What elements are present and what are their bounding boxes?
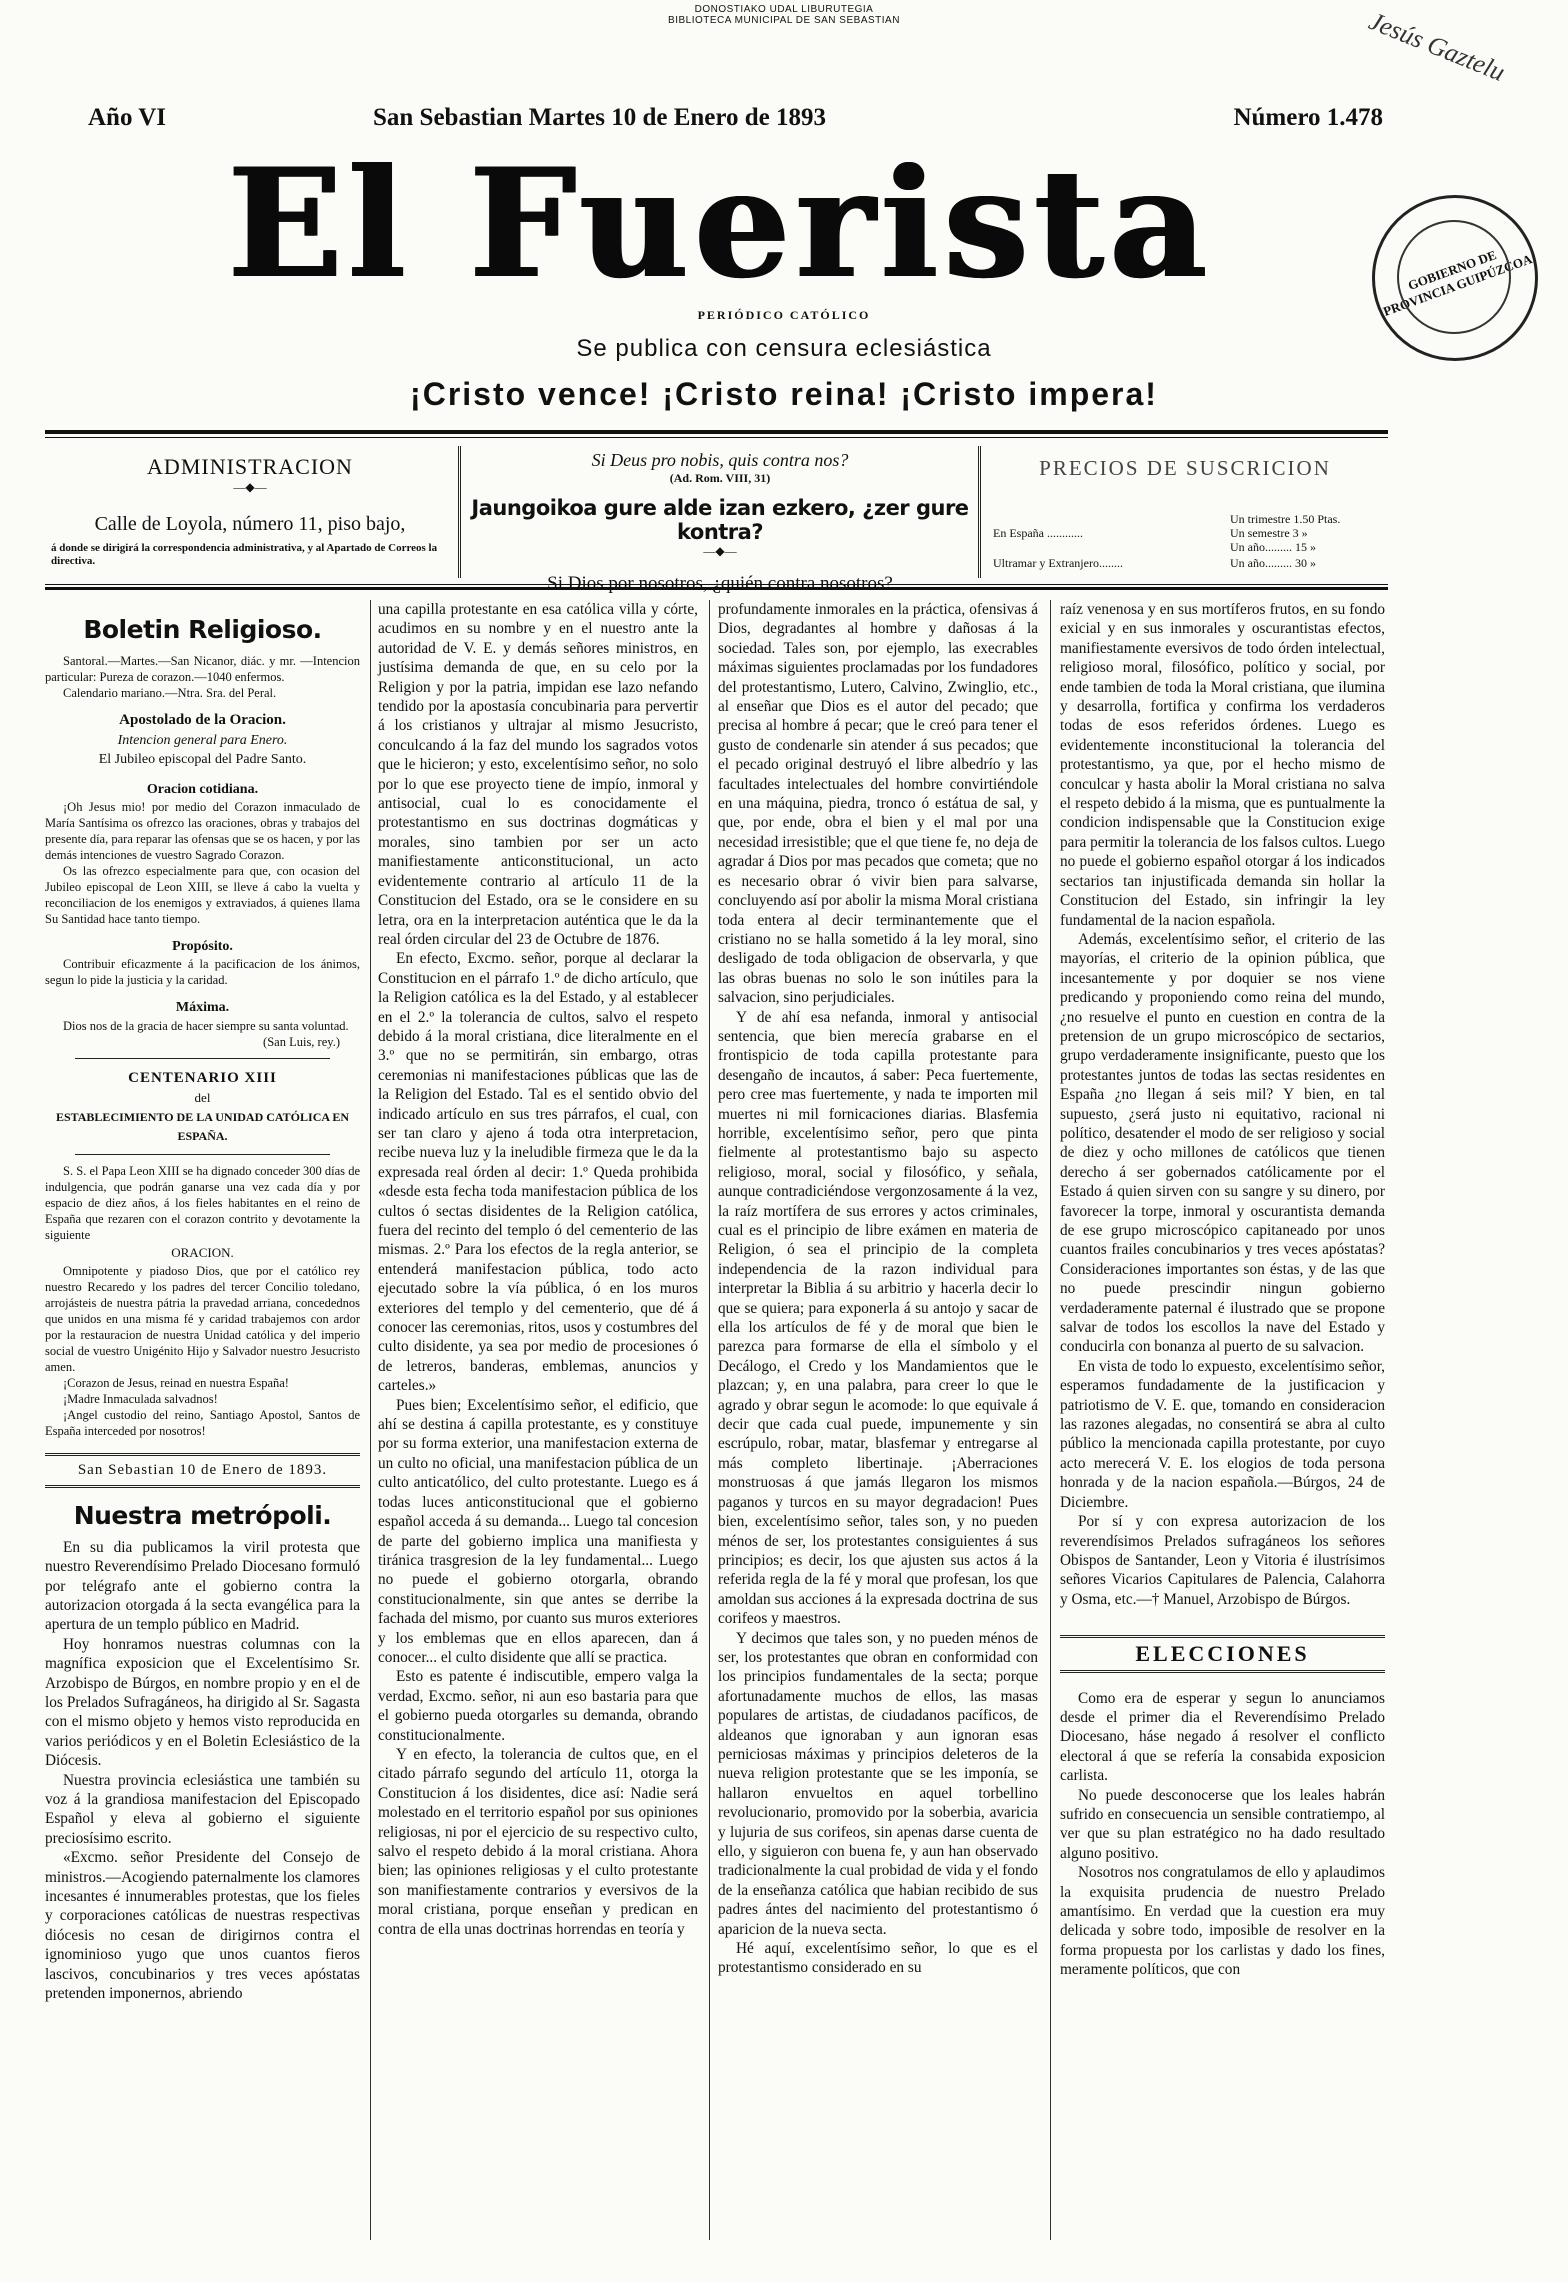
centenario-heading: CENTENARIO XIII [128,1069,277,1086]
apostolado-heading: Apostolado de la Oracion. [119,712,286,729]
column-2 [378,600,698,1939]
maxima-source: (San Luis, rey.) [263,1034,340,1049]
article-paragraph: Y decimos que tales son, y no pueden ménos de ser, los protestantes que obran en conformidad con los principios fundamentales de la secta; porque afortunadamente muchos de ellos, las masas populares de artistas, de ciudadanos pacíficos, de aldeanos que ignoraban y aun ignoran esas perniciosas máximas y principios deleteros de la nueva religion protestante que se les imponía, se hallaron envueltos en aquel torbellino revolucionario, promovido por la soberbia, avaricia y lujuria de sus corifeos, sin apenas darse cuenta de ello, y siguieron con buena fe, y aun han observado tradicionalmente la cual probidad de vida y el fondo de la enseñanza católica que habian recibido de sus padres ántes del nacimiento del protestantismo ó aparicion de la nueva secta. [718,1629,1038,1938]
intencion: Intencion general para Enero. [117,732,288,748]
basque-motto: Jaungoikoa gure alde izan ezkero, ¿zer gure kontra? [471,496,969,544]
article-paragraph: En vista de todo lo expuesto, excelentísimo señor, esperamos fundadamente de la justificacion y patriotismo de V. E. que, tomando en consideracion las razones alegadas, no consentirá se abra al culto público la mencionada capilla protestante, por cuyo acto merecerá V. E. los elogios de toda persona honrada y de la nacion española.—Búrgos, 24 de Diciembre. [1060,1357,1385,1511]
jaculatoria: ¡Madre Inmaculada salvadnos! [63,1391,218,1406]
prices-heading: PRECIOS DE SUSCRICION [1039,456,1331,480]
top-rule-thin [45,437,1388,438]
top-rule [45,430,1388,434]
article-paragraph: En efecto, Excmo. señor, porque al declarar la Constitucion en el párrafo 1.º de dicho artículo, que la Religion católica es la del Estado, y al establecer en el 2.º la tolerancia de cultos, salvo el respeto debido á la moral cristiana, dice literalmente en el 3.º que no se permitirán, sin embargo, otras ceremonias ni manifestaciones públicas que las de la Religion del Estado. Tal es el sentido obvio del indicado artículo en sus tres párrafos, el cual, con ser tan claro y ajeno á toda otra interpretacion, recibe nueva luz y la ineludible firmeza que le da la expresada real órden al decir: 1.º Queda prohibida «desde esta fecha toda manifestacion pública de los cultos ó sectas disidentes de la Religion católica, fuera del recinto del templo ó del cementerio de las mismas. 2.º Para los efectos de la regla anterior, se entenderá manifestacion pública, todo acto ejecutado sobre la vía pública, ó en los muros exteriores del templo y del cementerio, que dé á conocer las ceremonias, ritos, usos y costumbres del culto disidente, ya sea por medio de procesiones ó de letreros, banderas, emblemas, anuncios y carteles.» [378,950,698,1395]
column-separator [1050,600,1051,2240]
article-paragraph: «Excmo. señor Presidente del Consejo de ministros.—Acogiendo paternalmente los clamores incesantes é innumerables protestas, que los fieles y corporaciones católicas de nuestras respectivas diócesis no cesan de dirigirnos contra el ignominioso yugo que unos cuantos fieros lascivos, concubinarios y tres veces apóstatas pretenden imponernos, abriendo [45,1849,360,2003]
proposito-text: Contribuir eficazmente á la pacificacion de los ánimos, segun lo pide la justicia y la caridad. [45,957,360,988]
article-paragraph: Nosotros nos congratulamos de ello y aplaudimos la exquisita prudencia de nuestro Prelado amantísimo. En verdad que la cuestion era muy delicada y sobre todo, imposible de resolver en la forma propuesta por los carlistas y dado los fines, meramente políticos, que con [1060,1864,1385,1979]
article-paragraph: Hé aquí, excelentísimo señor, lo que es el protestantismo considerado en su [718,1940,1038,1977]
prices-box [985,456,1385,570]
article-paragraph: Por sí y con expresa autorizacion de los reverendísimos Prelados sufragáneos los señores Obispos de Santander, Leon y Vitoria é ilustrísimos señores Vicarios Capitulares de Palencia, Calahorra y Osma, etc.—† Manuel, Arzobispo de Búrgos. [1060,1513,1385,1608]
censure-line: Se publica con censura eclesiástica [576,335,992,362]
library-stamp: DONOSTIAKO UDAL LIBURUTEGIA BIBLIOTECA MUNICIPAL DE SAN SEBASTIAN [668,4,900,26]
price-row: Un semestre 3 » [1230,526,1308,540]
proposito-heading: Propósito. [172,939,233,955]
article-paragraph: Además, excelentísimo señor, el criterio de las mayorías, el criterio de la opinion pública, que incesantemente y por doquier se nos viene predicando y proponiendo como reina del mundo, ¿no resuelve el punto en cuestion en contra de la pretension de un grupo microscópico de sectarios, grupo verdaderamente insignificante, puesto que los protestantes juntos de todas las sectas residentes en España ¿no llegan á seis mil? Y bien, en tal supuesto, ¿será justo ni equitativo, racional ni político, desatender el modo de ser religioso y social de diez y ocho millones de católicos que tienen derecho á ser gobernados católicamente por el Estado á quien sirven con su sangre y su dinero, por favorecer la torpe, inmoral y oscurantista demanda de ese grupo microscópico capitaneado por unos cuantos frailes concubinarios y tres veces apóstatas? Consideraciones importantes son éstas, y de las que no puede prescindir ningun gobierno verdaderamente paternal é ilustrado que se propone salvar de todos los escollos la nave del Estado y conducirla con bonanza al puerto de su salvacion. [1060,930,1385,1356]
maxima-heading: Máxima. [175,1000,230,1016]
administration-note: á donde se dirigirá la correspondencia administrativa, y al Apartado de Correos la directiva. [51,542,438,567]
masthead-title: El Fuerista [227,136,1213,312]
oracion-unidad: Omnipotente y piadoso Dios, que por el católico rey nuestro Recaredo y los padres del tercer Concilio toledano, arrojásteis de nuestra pátria la pravedad arriana, concedednos que unidos en una misma fé y caridad trabajemos con ardor por la restauracion de nuestra Unidad católica y del imperio social de vuestro Unigénito Hijo y Salvador nuestro Jesucristo amen. [45,1263,360,1374]
article-paragraph: En su dia publicamos la viril protesta que nuestro Reverendísimo Prelado Diocesano formuló por telégrafo ante el gobierno contra la autorizacion otorgada á la secta evangélica para la apertura de un templo público en Madrid. [45,1538,360,1634]
centenario-del: del [194,1090,211,1106]
article-paragraph: profundamente inmorales en la práctica, ofensivas á Dios, degradantes al hombre y dañosas á la sociedad. Tales son, por ejemplo, las execrables máximas siguientes proclamadas por los fundadores del protestantismo, Lutero, Calvino, Zwinglio, etc., al enseñar que Dios es el autor del pecado; que precisa al hombre á pecar; que le creó para tener el gusto de condenarle sin atender á sus pecados; que el pecado original destruyó el libre albedrío y las facultades intelectuales del hombre convirtiéndole en una máquina, piedra, tronco ó estátua de sal, y que, por ende, obra el bien y el mal por una necesidad irresistible; que el que tiene fe, no deja de agradar á Dios por mas pecados que cometa; que no es necesario obrar ó vivir bien para salvarse, concluyendo así por abolir la misma Moral cristiana toda entera al decir terminantemente que el cristiano no se halla sometido á la ley moral, sino desligado de toda obligacion de observarla, y que las obras buenas no solo le son inútiles para la salvacion, sino perjudiciales. [718,601,1038,1007]
section-dateline: San Sebastian 10 de Enero de 1893. [45,1453,360,1488]
handwritten-signature: Jesús Gaztelu [1364,6,1510,87]
oracion-text: ¡Oh Jesus mio! por medio del Corazon inmaculado de María Santísima os ofrezco las oraciones, obras y trabajos del presente día, para reparar las ofensas que se os hacen, y por las demás intenciones de vuestro Sagrado Corazon. [45,800,360,863]
price-row: Un año......... 30 » [1230,556,1316,570]
article-paragraph: Esto es patente é indiscutible, empero valga la verdad, Excmo. señor, ni aun eso bastaria para que el gobierno pueda otorgarles su demanda, obrando constitucionalmente. [378,1668,698,1744]
dateline: San Sebastian Martes 10 de Enero de 1893 [373,104,827,131]
price-row: Un trimestre 1.50 Ptas. [1230,512,1341,526]
article-paragraph: Hoy honramos nuestras columnas con la magnífica exposicion que el Excelentísimo Sr. Arzobispo de Búrgos, en nombre propio y en el de los Prelados Sufragáneos, ha dirigido al Sr. Sagasta con el mismo objeto y hemos visto reproducida en varios periódicos y en el Boletin Eclesiástico de la Diócesis. [45,1635,360,1770]
motto-reference: (Ad. Rom. VIII, 31) [669,471,771,485]
column-3 [718,600,1038,1978]
issue-number: Número 1.478 [1233,104,1383,131]
indulgencia: S. S. el Papa Leon XIII se ha dignado conceder 300 días de indulgencia, que podrán ganarse una vez cada día y por espacio de diez años, á los fieles habitantes en el reino de España que rezaren con el corazon contrito y devotamente la siguiente [45,1164,360,1243]
info-separator [458,446,461,578]
jaculatoria: ¡Corazon de Jesus, reinad en nuestra España! [63,1375,289,1390]
santoral: Santoral.—Martes.—San Nicanor, diác. y mr. —Intencion particular: Pureza de corazon.—1040 enfermos. [45,654,360,685]
column-separator [709,600,710,2240]
article-paragraph: Nuestra provincia eclesiástica une también su voz á la grandiosa manifestacion del Episcopado Español y eleva al gobierno el siguiente preciosísimo escrito. [45,1771,360,1847]
article-paragraph: raíz venenosa y en sus mortíferos frutos, en su fondo exicial y en sus inmorales y oscurantistas efectos, manifiestamente eversivos de todo órden intelectual, religioso moral, filosófico, político y social, por ende tambien de toda la Moral cristiana, que ilumina y desarrolla, fortifica y confirma los verdaderos todas de esos referidos órdenes. Luego es evidentemente inconstitucional la tolerancia del protestantismo, ya que, por el hecho mismo de conculcar y hasta abolir la Moral cristiana no salva el respeto debido á la misma, que es puntualmente la condicion indispensable que la Constitucion exige para permitir la tolerancia de los falsos cultos. Luego no puede el gobierno español otorgar á los indicados sectarios tan injustificada demanda sin hollar la Constitucion del Estado, sin infringir la ley fundamental de la nacion española. [1060,601,1385,929]
oracion-cotidiana: Oracion cotidiana. [146,781,259,797]
article-paragraph: una capilla protestante en esa católica villa y córte, acudimos en su nombre y en el nuestro ante la autoridad de V. E. y demás señores ministros, en justísima demanda de que, en su celo por la Religion y por la patria, impidan ese lazo nefando tendido por la apostasía concubinaria para pervertir á los cristianos y ultrajar al mismo Jesucristo, conculcando á la faz del mundo los sagrados votos que le hicieron; y esto, excelentísimo señor, no solo por lo que ese proyecto tiene de impío, inmoral y antisocial, cual lo es conocidamente el protestantismo en sus doctrinas dogmáticas y morales, sino tambien por ser un acto manifiestamente anticonstitucional, un acto evidentemente contrario al artículo 11 de la Constitucion del Estado, ora se le considere en su letra, ora en la interpretacion auténtica que le da la real órden circular del 23 de Octubre de 1876. [378,601,698,948]
year-label: Año VI [88,104,167,131]
masthead-motto: ¡Cristo vence! ¡Cristo reina! ¡Cristo impera! [410,376,1158,412]
boletin-title: Boletin Religioso. [83,615,322,644]
price-row: Un año......... 15 » [1230,540,1316,554]
latin-motto: Si Deus pro nobis, quis contra nos? [591,450,849,470]
seal-text: GOBIERNO DE PROVINCIA GUIPÚZCOA [1381,247,1534,319]
price-label-spain: En España ............ [993,526,1083,540]
column-1 [45,600,360,2003]
article-paragraph: No puede desconocerse que los leales habrán sufrido en consecuencia un sensible contratiempo, al ver que su plan estratégico no ha dado resultado alguno positivo. [1060,1786,1385,1862]
administration-address: Calle de Loyola, número 11, piso bajo, [94,513,406,535]
metropoli-title: Nuestra metrópoli. [73,1501,332,1531]
administration-box: ADMINISTRACION —◆— Calle de Loyola, número 11, piso bajo, á donde se dirigirá la correspondencia administrativa, y al Apartado de Correos la directiva. [45,454,455,568]
article-paragraph: Y de ahí esa nefanda, inmoral y antisocial sentencia, que bien merecía grabarse en el frontispicio de toda capilla protestante para desengaño de incautos, á saber: Peca fuertemente, pero cree mas fuertemente, y nada te importen mil muertes ni mil fornicaciones diarias. Blasfemia horrible, excelentísimo señor, pero que pinta fielmente al protestantismo bajo su aspecto religioso, moral, social y filosófico, y señala, aunque contradiciéndose vergonzosamente á la vez, la raíz mortífera de sus errores y actos criminales, cual es el principio de libre exámen en materia de Religion, ó sea el principio de la completa independencia de la razon individual para interpretar la Biblia á su arbitrio y hacerla decir lo que se quiera; para exponerla á su antojo y sacar de ella los artículos de fé y de moral que bien le parezca para formarse de ella el símbolo y el Decálogo, el Credo y los Mandamientos que le plazcan; y, en una palabra, para creer lo que le agrado y obrar segun le acomode: lo que equivale á decir que cada cual puede, impunemente y sin escrúpulo, robar, matar, blasfemar y entregarse al más completo libertinaje. ¡Aberraciones monstruosas á que jamás llegaron los mismos paganos y turcos en su mayor degradacion! Pues bien, excelentísimo señor, tales son, y no pueden ménos de ser, los protestantes consiguientes á sus principios; es decir, los que ajusten sus actos á la referida regla de la fé y moral que profesan, los que amoldan sus acciones á la expresada doctrina de sus corifeos y maestros. [718,1008,1038,1628]
info-separator [978,446,981,578]
column-separator [370,600,371,2240]
elecciones-heading: ELECCIONES [1060,1635,1385,1672]
jubileo: El Jubileo episcopal del Padre Santo. [98,752,307,768]
establecimiento: ESTABLECIMIENTO DE LA UNIDAD CATÓLICA EN ESPAÑA. [55,1109,350,1144]
article-paragraph: Y en efecto, la tolerancia de cultos que, en el citado párrafo segundo del artículo 11, otorga la Constitucion á los disidentes, dice así: Nadie será molestado en el territorio español por sus opiniones religiosas, ni por el ejercicio de su respectivo culto, salvo el respeto debido á la moral cristiana. Ahora bien; las opiniones religiosas y el culto protestante son manifiestamente contrarios y eversivos de la moral cristiana, porque enseñan y predican en contra de ella unas doctrinas horrendas en teoría y [378,1745,698,1938]
article-paragraph: Como era de esperar y segun lo anunciamos desde el primer dia el Reverendísimo Prelado Diocesano, háse negado á resolver el conflicto electoral á que se refería la consabida exposicion carlista. [1060,1689,1385,1785]
administration-heading: ADMINISTRACION [147,454,353,479]
article-paragraph: Pues bien; Excelentísimo señor, el edificio, que ahí se destina á capilla protestante, es y constituye por su forma exterior, una manifestacion externa de un culto no oficial, una manifestacion pública de un culto anticatólico, del culto protestante. Luego es á todas luces anticonstitucional que el gobierno español acceda á su demanda... Luego tal concesion de parte del gobierno implica una manifiesta y tiránica trasgresion de la ley fundamental... Luego no puede el gobierno otorgarla, obrando constitucionalmente, sin que antes se derribe la fachada del mismo, por cuanto sus muros exteriores y los emblemas que en ellos aparecen, dan á conocer... el culto disidente que allí se practica. [378,1396,698,1666]
price-label-foreign: Ultramar y Extranjero........ [993,556,1123,570]
jaculatoria: ¡Angel custodio del reino, Santiago Apostol, Santos de España interceded por nosotros! [45,1407,360,1438]
spanish-motto: Si Dios por nosotros, ¿quién contra nosotros? [547,573,893,594]
maxima-text: Dios nos de la gracia de hacer siempre su santa voluntad. [63,1018,349,1033]
oracion-text2: Os las ofrezco especialmente para que, con ocasion del Jubileo episcopal de Leon XIII, se lleve á cabo la vuelta y reconciliacion de los enemigos y extraviados, á quienes llama Su Santidad hace tanto tiempo. [45,864,360,927]
oracion-heading: ORACION. [171,1245,234,1261]
periodical-kind: PERIÓDICO CATÓLICO [697,308,871,322]
column-4 [1060,600,1385,1980]
calendario: Calendario mariano.—Ntra. Sra. del Peral. [63,686,277,701]
center-motto-box: Si Deus pro nobis, quis contra nos? (Ad. Rom. VIII, 31) Jaungoikoa gure alde izan ezkero, ¿zer gure kontra? —◆— Si Dios por nosotros, ¿quién contra nosotros? [465,450,975,595]
